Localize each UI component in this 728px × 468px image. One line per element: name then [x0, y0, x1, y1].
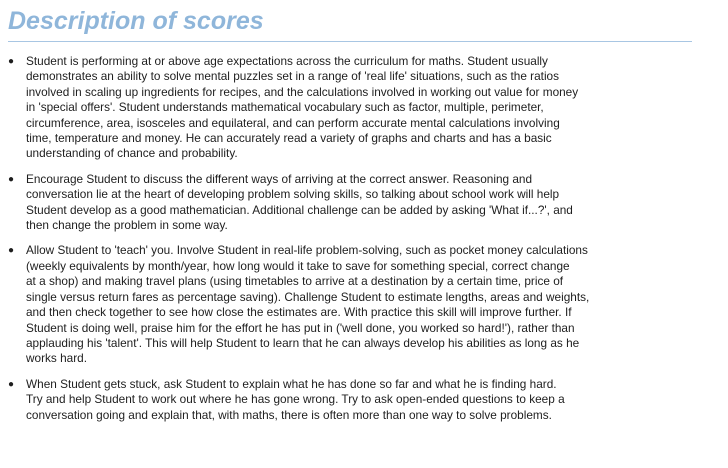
paragraph-line: circumference, area, isosceles and equilateral, and can perform accurate mental calculations involving — [26, 115, 560, 130]
paragraph-line: at a shop) and making travel plans (using timetables to arrive at a destination by a certain time, price of — [26, 274, 564, 289]
page-title: Description of scores — [8, 7, 264, 35]
score-description-list — [8, 54, 698, 423]
list-item — [8, 243, 698, 366]
paragraph-line: single versus return fares as percentage saving). Challenge Student to estimate lengths, areas and weights, — [26, 289, 590, 304]
paragraph-line: Allow Student to 'teach' you. Involve Student in real-life problem-solving, such as pocket money calculations — [26, 243, 588, 258]
paragraph-line: works hard. — [26, 351, 87, 366]
bullet-icon: ● — [8, 378, 15, 390]
paragraph-line: conversation going and explain that, with maths, there is often more than one way to solve problems. — [26, 407, 552, 422]
bullet-icon: ● — [8, 245, 15, 257]
paragraph-line: conversation lie at the heart of developing problem solving skills, so talking about school work will help — [26, 187, 560, 202]
paragraph-line: demonstrates an ability to solve mental puzzles set in a range of 'real life' situations, such as the ratios — [26, 69, 560, 84]
paragraph-line: Try and help Student to work out where he has gone wrong. Try to ask open-ended questions to keep a — [26, 392, 565, 407]
paragraph-line: applauding his 'talent'. This will help Student to learn that he can always develop his abilities as long as he — [26, 335, 580, 350]
paragraph-line: understanding of chance and probability. — [26, 146, 238, 161]
bullet-icon: ● — [8, 173, 15, 185]
paragraph-line: Student is doing well, praise him for the effort he has put in ('well done, you worked so hard!'), rather than — [26, 320, 575, 335]
paragraph-line: Student develop as a good mathematician. Additional challenge can be added by asking 'What if...?', and — [26, 202, 573, 217]
list-item — [8, 172, 698, 234]
paragraph-line: time, temperature and money. He can accurately read a variety of graphs and charts and has a basic — [26, 131, 552, 146]
paragraph-line: and then check together to see how close the estimates are. With practice this skill will improve further. If — [26, 305, 572, 320]
paragraph-line: Encourage Student to discuss the different ways of arriving at the correct answer. Reasoning and — [26, 171, 533, 186]
list-item — [8, 54, 698, 162]
paragraph-line: Student is performing at or above age expectations across the curriculum for maths. Student usually — [26, 54, 548, 68]
bullet-icon: ● — [8, 56, 15, 67]
paragraph-line: When Student gets stuck, ask Student to explain what he has done so far and what he is finding hard. — [26, 376, 557, 391]
paragraph-line: then change the problem in some way. — [26, 218, 228, 233]
paragraph-line: involved in scaling up ingredients for recipes, and the calculations involved in working out value for money — [26, 84, 579, 99]
paragraph-line: (weekly equivalents by month/year, how long would it take to save for something special, correct change — [26, 258, 570, 273]
list-item — [8, 377, 698, 423]
paragraph-line: in 'special offers'. Student understands mathematical vocabulary such as factor, multiple, perimeter, — [26, 100, 544, 115]
title-divider — [8, 41, 692, 42]
